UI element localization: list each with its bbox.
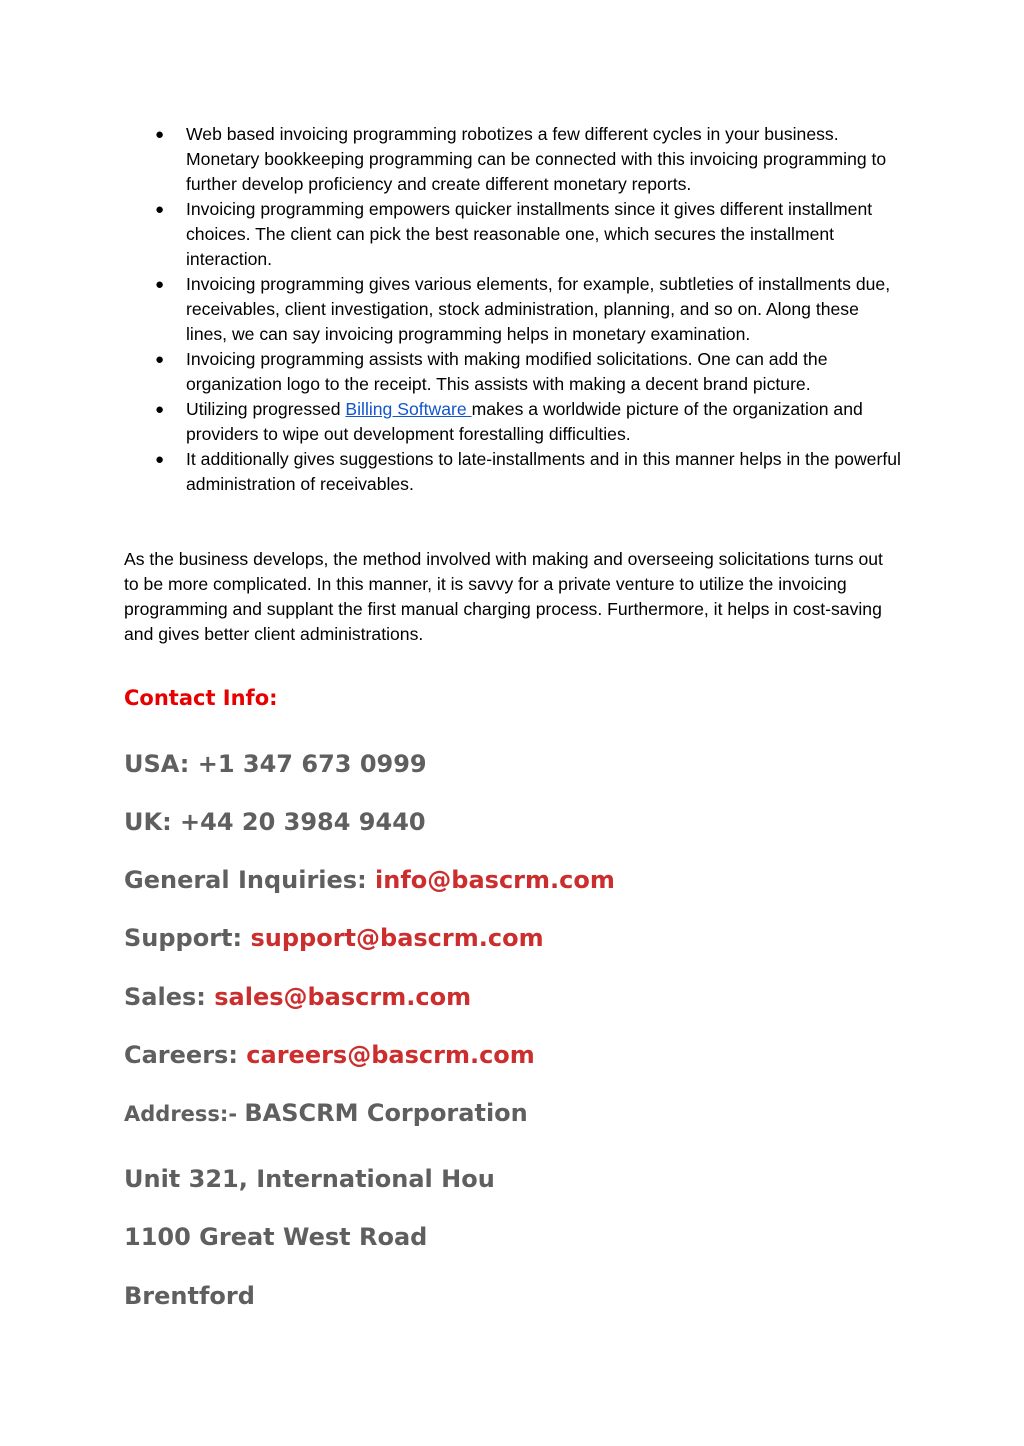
bullet-icon: ● [155,351,165,368]
sales-email[interactable]: sales@bascrm.com [214,983,472,1011]
support-label: Support: [124,924,251,952]
careers-label: Careers: [124,1041,247,1069]
bullet-icon: ● [155,451,165,468]
careers-line [124,1041,535,1069]
sales-label: Sales: [124,983,215,1011]
list-item [124,197,904,272]
list-item-text: Web based invoicing programming robotizes a few different cycles in your business. Monetary bookkeeping programming can be connected with this invoicing programming to further develop proficiency and create different monetary reports. [186,124,887,194]
list-item-text-before-link: Utilizing progressed [186,399,346,419]
list-item-text-after-link: makes a worldwide picture of the organization and providers to wipe out development forestalling difficulties. [186,399,863,444]
billing-software-link[interactable]: Billing Software [345,399,472,419]
general-inquiries-email[interactable]: info@bascrm.com [375,866,615,894]
bullet-icon: ● [155,201,165,218]
address-street: 1100 Great West Road [124,1223,428,1251]
bullet-icon: ● [155,126,165,143]
body-paragraph: As the business develops, the method involved with making and overseeing solicitations turns out to be more complicated. In this manner, it is savvy for a private venture to utilize the invoicing programming and supplant the first manual charging process. Furthermore, it helps in cost-saving and gives better client administrations. [124,549,883,644]
list-item [124,122,904,197]
list-item-text: Invoicing programming gives various elements, for example, subtleties of installments due, receivables, client investigation, stock administration, planning, and so on. Along these lines, we can say invoicing programming helps in monetary examination. [186,274,891,344]
list-item-text: It additionally gives suggestions to late-installments and in this manner helps in the powerful administration of receivables. [186,449,901,494]
list-item-text: Invoicing programming assists with making modified solicitations. One can add the organization logo to the receipt. This assists with making a decent brand picture. [186,349,828,394]
support-email[interactable]: support@bascrm.com [250,924,544,952]
list-item-text: Invoicing programming empowers quicker installments since it gives different installment choices. The client can pick the best reasonable one, which secures the installment interaction. [186,199,873,269]
uk-phone: UK: +44 20 3984 9440 [124,808,426,836]
support-line [124,924,544,952]
general-inquiries-line [124,866,615,894]
address-town: Brentford [124,1282,255,1310]
list-item [124,347,904,397]
address-unit: Unit 321, International Hou [124,1165,495,1193]
careers-email[interactable]: careers@bascrm.com [246,1041,535,1069]
address-label: Address:- [124,1102,245,1126]
list-item [124,272,904,347]
bullet-icon: ● [155,276,165,293]
list-item [124,447,904,497]
benefits-list [124,122,904,497]
contact-info-heading: Contact Info: [124,686,278,710]
sales-line [124,983,471,1011]
general-inquiries-label: General Inquiries: [124,866,376,894]
usa-phone: USA: +1 347 673 0999 [124,750,427,778]
address-line [124,1099,528,1127]
bullet-icon: ● [155,401,165,418]
list-item [124,397,904,447]
address-company: BASCRM Corporation [244,1099,528,1127]
